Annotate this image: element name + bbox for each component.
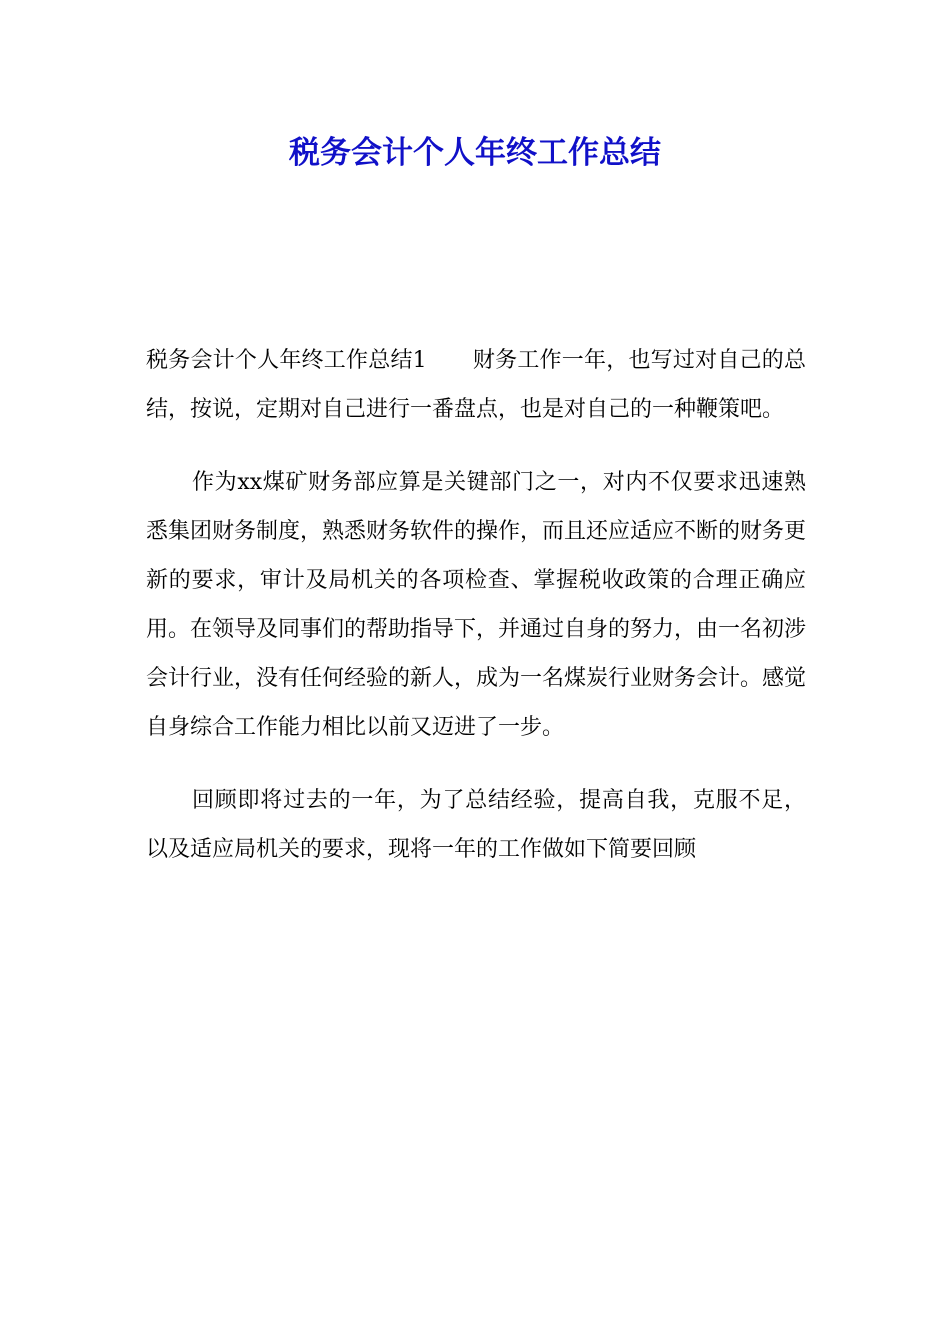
paragraph-1-text: 财务工作一年，也写过对自己的总结，按说，定期对自己进行一番盘点，也是对自己的一种鞭策吧。: [146, 348, 806, 422]
document-body: [146, 336, 806, 898]
paragraph-3: 回顾即将过去的一年，为了总结经验，提高自我，克服不足，以及适应局机关的要求，现将一年的工作做如下简要回顾: [146, 788, 806, 862]
section-heading: 税务会计个人年终工作总结1: [146, 348, 427, 373]
document-title: 税务会计个人年终工作总结: [289, 135, 661, 171]
paragraph-1: [146, 336, 806, 434]
paragraph-2: 作为xx煤矿财务部应算是关键部门之一，对内不仅要求迅速熟悉集团财务制度，熟悉财务软件的操作，而且还应适应不断的财务更新的要求，审计及局机关的各项检查、掌握税收政策的合理正确应用。在领导及同事们的帮助指导下，并通过自身的努力，由一名初涉会计行业，没有任何经验的新人，成为一名煤炭行业财务会计。感觉自身综合工作能力相比以前又迈进了一步。: [146, 470, 807, 740]
